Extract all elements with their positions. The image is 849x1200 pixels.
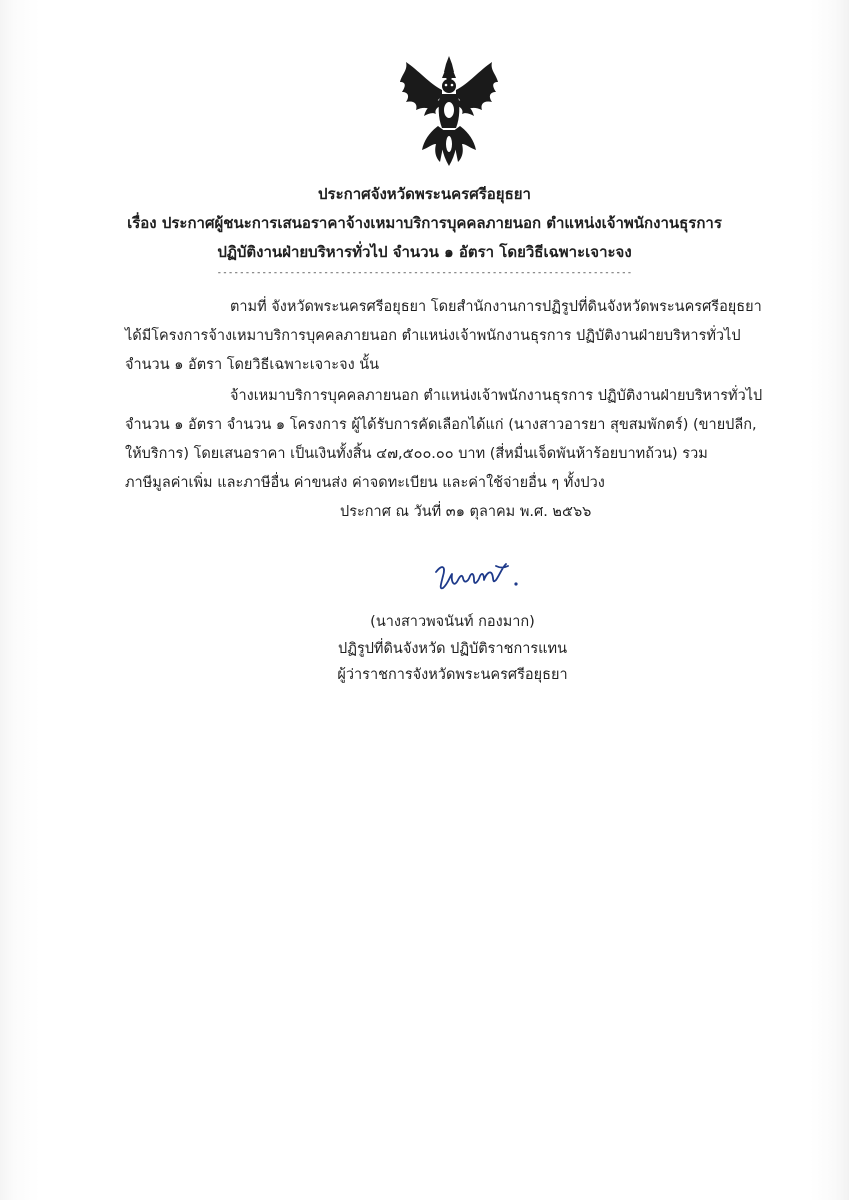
announcement-date: ประกาศ ณ วันที่ ๓๑ ตุลาคม พ.ศ. ๒๕๖๖	[340, 504, 592, 520]
paragraph-1-line-2: ได้มีโครงการจ้างเหมาบริการบุคคลภายนอก ตำแหน่งเจ้าพนักงานธุรการ ปฏิบัติงานฝ่ายบริหารทั่วไป	[125, 328, 741, 344]
paragraph-1-line-3: จำนวน ๑ อัตรา โดยวิธีเฉพาะเจาะจง นั้น	[125, 357, 380, 373]
paragraph-2-line-3: ให้บริการ) โดยเสนอราคา เป็นเงินทั้งสิ้น ๔๗,๕๐๐.๐๐ บาท (สี่หมื่นเจ็ดพันห้าร้อยบาทถ้วน) รวม	[125, 446, 708, 462]
paragraph-2-line-1: จ้างเหมาบริการบุคคลภายนอก ตำแหน่งเจ้าพนักงานธุรการ ปฏิบัติงานฝ่ายบริหารทั่วไป	[230, 388, 763, 404]
paragraph-1-line-1: ตามที่ จังหวัดพระนครศรีอยุธยา โดยสำนักงานการปฏิรูปที่ดินจังหวัดพระนครศรีอยุธยา	[230, 299, 762, 315]
paragraph-2-line-4: ภาษีมูลค่าเพิ่ม และภาษีอื่น ค่าขนส่ง ค่าจดทะเบียน และค่าใช้จ่ายอื่น ๆ ทั้งปวง	[125, 475, 605, 491]
divider-line: --------------------------------------------------------------------------	[216, 268, 633, 278]
document-title: ประกาศจังหวัดพระนครศรีอยุธยา	[318, 185, 531, 203]
paragraph-2-line-2: จำนวน ๑ อัตรา จำนวน ๑ โครงการ ผู้ได้รับการคัดเลือกได้แก่ (นางสาวอารยา สุขสมพักตร์) (ขายปลีก,	[125, 417, 757, 433]
subject-line-continued: ปฏิบัติงานฝ่ายบริหารทั่วไป จำนวน ๑ อัตรา โดยวิธีเฉพาะเจาะจง	[217, 243, 632, 261]
signatory-name: (นางสาวพจนันท์ กองมาก)	[370, 614, 535, 630]
handwritten-signature	[430, 560, 525, 602]
signatory-position-continued: ผู้ว่าราชการจังหวัดพระนครศรีอยุธยา	[337, 667, 568, 683]
garuda-emblem-icon	[398, 56, 500, 170]
subject-line: เรื่อง ประกาศผู้ชนะการเสนอราคาจ้างเหมาบริการบุคคลภายนอก ตำแหน่งเจ้าพนักงานธุรการ	[127, 214, 722, 232]
signatory-position: ปฏิรูปที่ดินจังหวัด ปฏิบัติราชการแทน	[338, 641, 567, 657]
